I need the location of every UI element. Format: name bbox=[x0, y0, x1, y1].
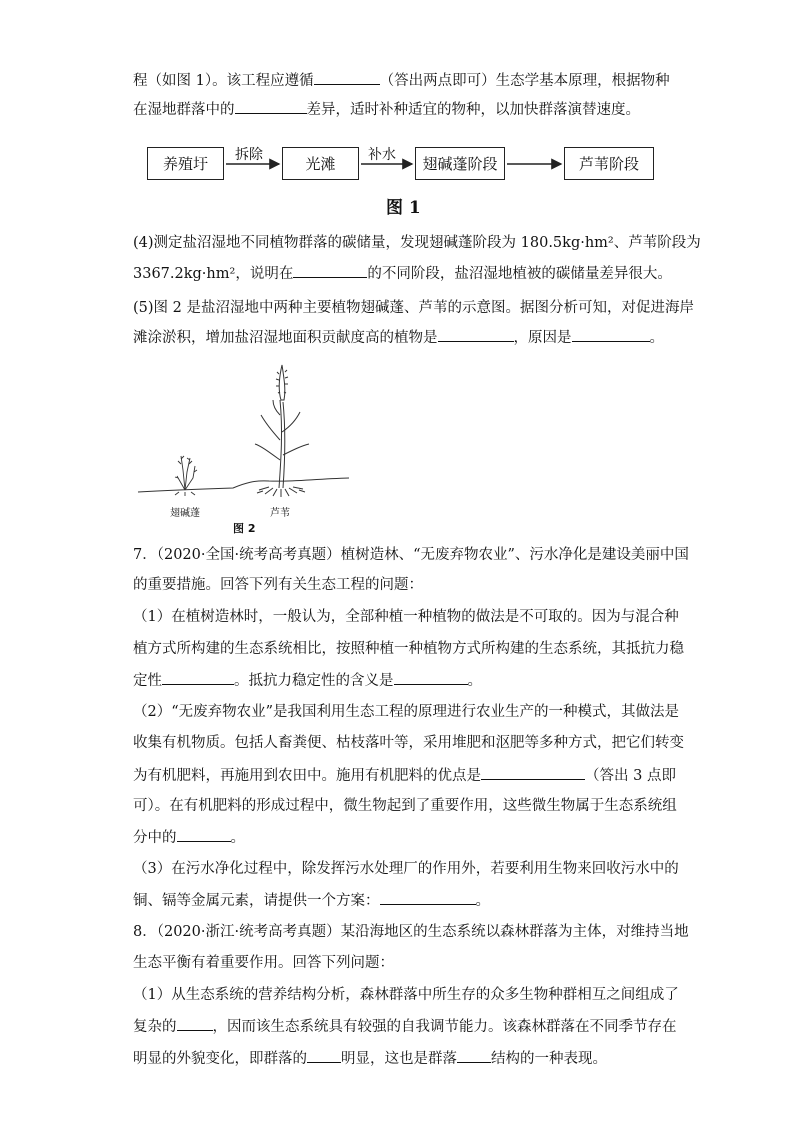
flow-box-aquaculture: 养殖圩 bbox=[147, 147, 224, 180]
text-line: 滩涂淤积，增加盐沼湿地面积贡献度高的植物是 ，原因是 。 bbox=[133, 327, 664, 348]
text-line: 生态平衡有着重要作用。回答下列问题： bbox=[133, 955, 394, 971]
plant-label-suaeda: 翅碱蓬 bbox=[170, 508, 200, 519]
text-line: 定性 。抵抗力稳定性的含义是 。 bbox=[133, 670, 482, 691]
figure-1-caption: 图 1 bbox=[386, 198, 421, 218]
flow-arrows bbox=[0, 0, 794, 200]
text-line: 复杂的 ，因而该生态系统具有较强的自我调节能力。该森林群落在不同季节存在 bbox=[133, 1016, 677, 1037]
answer-blank bbox=[162, 670, 234, 685]
flow-box-reed: 芦苇阶段 bbox=[564, 147, 654, 180]
text-line: (5)图 2 是盐沼湿地中两种主要植物翅碱蓬、芦苇的示意图。据图分析可知，对促进海岸 bbox=[133, 300, 694, 316]
text-line: 可）。在有机肥料的形成过程中，微生物起到了重要作用，这些微生物属于生态系统组 bbox=[133, 798, 677, 814]
arrow-label-water: 补水 bbox=[368, 147, 396, 163]
answer-blank bbox=[457, 1048, 491, 1063]
flow-box-suaeda: 翅碱蓬阶段 bbox=[415, 147, 505, 180]
answer-blank bbox=[481, 765, 585, 780]
answer-blank bbox=[572, 327, 650, 342]
arrow-label-remove: 拆除 bbox=[235, 147, 263, 163]
plant-illustration bbox=[133, 360, 363, 500]
flow-box-mudflat: 光滩 bbox=[282, 147, 359, 180]
answer-blank bbox=[177, 827, 231, 842]
text-line: （1）从生态系统的营养结构分析，森林群落中所生存的众多生物种群相互之间组成了 bbox=[133, 987, 679, 1003]
plant-label-reed: 芦苇 bbox=[270, 508, 290, 519]
text-line: 明显的外貌变化，即群落的 明显，这也是群落 结构的一种表现。 bbox=[133, 1048, 607, 1069]
text-line: （1）在植树造林时，一般认为，全部种植一种植物的做法是不可取的。因为与混合种 bbox=[133, 609, 679, 625]
answer-blank bbox=[380, 890, 476, 905]
text-line: （3）在污水净化过程中，除发挥污水处理厂的作用外，若要利用生物来回收污水中的 bbox=[133, 861, 679, 877]
answer-blank bbox=[307, 1048, 341, 1063]
text-line: 收集有机物质。包括人畜粪便、枯枝落叶等，采用堆肥和沤肥等多种方式，把它们转变 bbox=[133, 735, 684, 751]
text-line: （2）“无废弃物农业”是我国利用生态工程的原理进行农业生产的一种模式，其做法是 bbox=[133, 704, 680, 720]
answer-blank bbox=[293, 263, 367, 278]
text-line: 8．（2020·浙江·统考高考真题）某沿海地区的生态系统以森林群落为主体，对维持当地 bbox=[133, 924, 689, 940]
answer-blank bbox=[394, 670, 468, 685]
answer-blank bbox=[438, 327, 514, 342]
answer-blank bbox=[177, 1016, 213, 1031]
text-line: 的重要措施。回答下列有关生态工程的问题： bbox=[133, 577, 423, 593]
text-line: 在湿地群落中的 差异，适时补种适宜的物种，以加快群落演替速度。 bbox=[133, 99, 640, 120]
text-line: 植方式所构建的生态系统相比，按照种植一种植物方式所构建的生态系统，其抵抗力稳 bbox=[133, 641, 684, 657]
text-line: 3367.2kg·hm²，说明在 的不同阶段，盐沼湿地植被的碳储量差异很大。 bbox=[133, 263, 672, 284]
figure-2-caption: 图 2 bbox=[233, 522, 256, 535]
text-line: 为有机肥料，再施用到农田中。施用有机肥料的优点是 （答出 3 点即 bbox=[133, 765, 676, 786]
text-line: 程（如图 1）。该工程应遵循 （答出两点即可）生态学基本原理，根据物种 bbox=[133, 70, 670, 91]
text-line: 7．（2020·全国·统考高考真题）植树造林、“无废弃物农业”、污水净化是建设美丽中国 bbox=[133, 547, 689, 563]
text-line: (4)测定盐沼湿地不同植物群落的碳储量，发现翅碱蓬阶段为 180.5kg·hm²、芦苇阶段为 bbox=[133, 235, 701, 251]
text-line: 铜、镉等金属元素，请提供一个方案： 。 bbox=[133, 890, 490, 911]
text-line: 分中的 。 bbox=[133, 827, 245, 848]
